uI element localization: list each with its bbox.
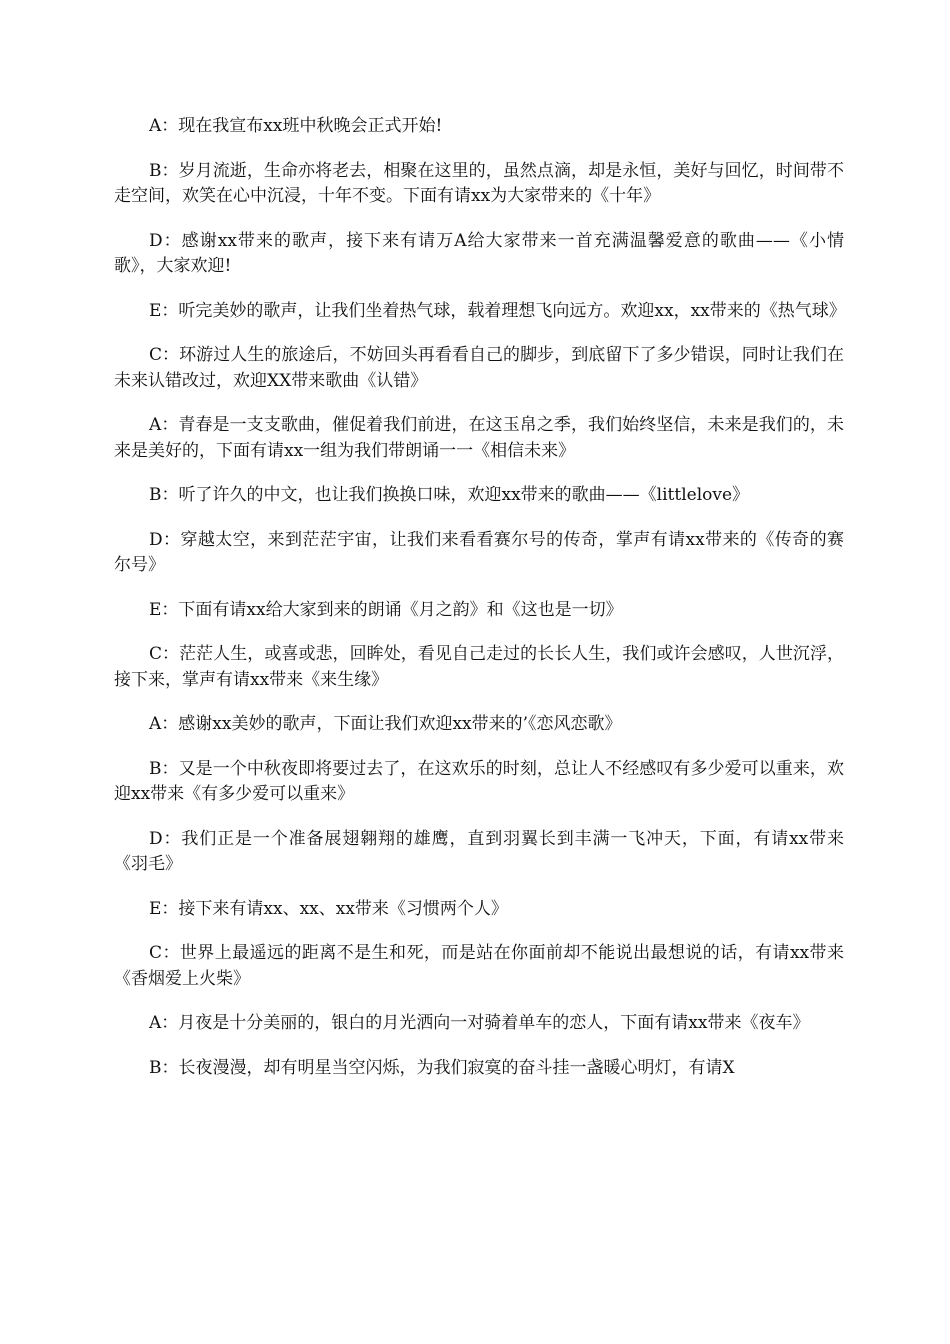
paragraph: B：岁月流逝，生命亦将老去，相聚在这里的，虽然点滴，却是永恒，美好与回忆，时间带不走空间，欢笑在心中沉浸，十年不变。下面有请xx为大家带来的《十年》 bbox=[114, 160, 844, 206]
paragraph: E：接下来有请xx、xx、xx带来《习惯两个人》 bbox=[149, 898, 508, 919]
paragraph: E：下面有请xx给大家到来的朗诵《月之韵》和《这也是一切》 bbox=[149, 599, 623, 620]
document-body bbox=[114, 114, 844, 1081]
paragraph: D：穿越太空，来到茫茫宇宙，让我们来看看赛尔号的传奇，掌声有请xx带来的《传奇的赛尔号》 bbox=[114, 529, 844, 575]
paragraph: A：现在我宣布xx班中秋晚会正式开始! bbox=[149, 116, 443, 136]
paragraph: A：感谢xx美妙的歌声，下面让我们欢迎xx带来的’《恋风恋歌》 bbox=[149, 714, 622, 734]
paragraph: A：青春是一支支歌曲，催促着我们前进，在这玉帛之季，我们始终坚信，未来是我们的，未来是美好的，下面有请xx一组为我们带朗诵一一《相信未来》 bbox=[114, 415, 844, 461]
paragraph: D：我们正是一个准备展翅翱翔的雄鹰，直到羽翼长到丰满一飞冲天，下面，有请xx带来《羽毛》 bbox=[114, 828, 844, 874]
paragraph: D：感谢xx带来的歌声，接下来有请万A给大家带来一首充满温馨爱意的歌曲——《小情歌》，大家欢迎! bbox=[114, 230, 844, 276]
paragraph: C：茫茫人生，或喜或悲，回眸处，看见自己走过的长长人生，我们或许会感叹，人世沉浮，接下来，掌声有请xx带来《来生缘》 bbox=[114, 644, 844, 690]
paragraph: B：长夜漫漫，却有明星当空闪烁，为我们寂寞的奋斗挂一盏暖心明灯，有请X bbox=[149, 1057, 735, 1078]
paragraph: C：世界上最遥远的距离不是生和死，而是站在你面前却不能说出最想说的话，有请xx带来《香烟爱上火柴》 bbox=[114, 943, 844, 989]
paragraph: C：环游过人生的旅途后，不妨回头再看看自己的脚步，到底留下了多少错误，同时让我们在未来认错改过，欢迎XX带来歌曲《认错》 bbox=[114, 345, 844, 391]
paragraph: B：又是一个中秋夜即将要过去了，在这欢乐的时刻，总让人不经感叹有多少爱可以重来，欢迎xx带来《有多少爱可以重来》 bbox=[114, 758, 844, 804]
paragraph: A：月夜是十分美丽的，银白的月光洒向一对骑着单车的恋人，下面有请xx带来《夜车》 bbox=[149, 1013, 810, 1033]
paragraph: E：听完美妙的歌声，让我们坐着热气球，载着理想飞向远方。欢迎xx，xx带来的《热气球》 bbox=[149, 300, 846, 321]
paragraph: B：听了许久的中文，也让我们换换口味，欢迎xx带来的歌曲——《littlelove》 bbox=[149, 485, 750, 505]
